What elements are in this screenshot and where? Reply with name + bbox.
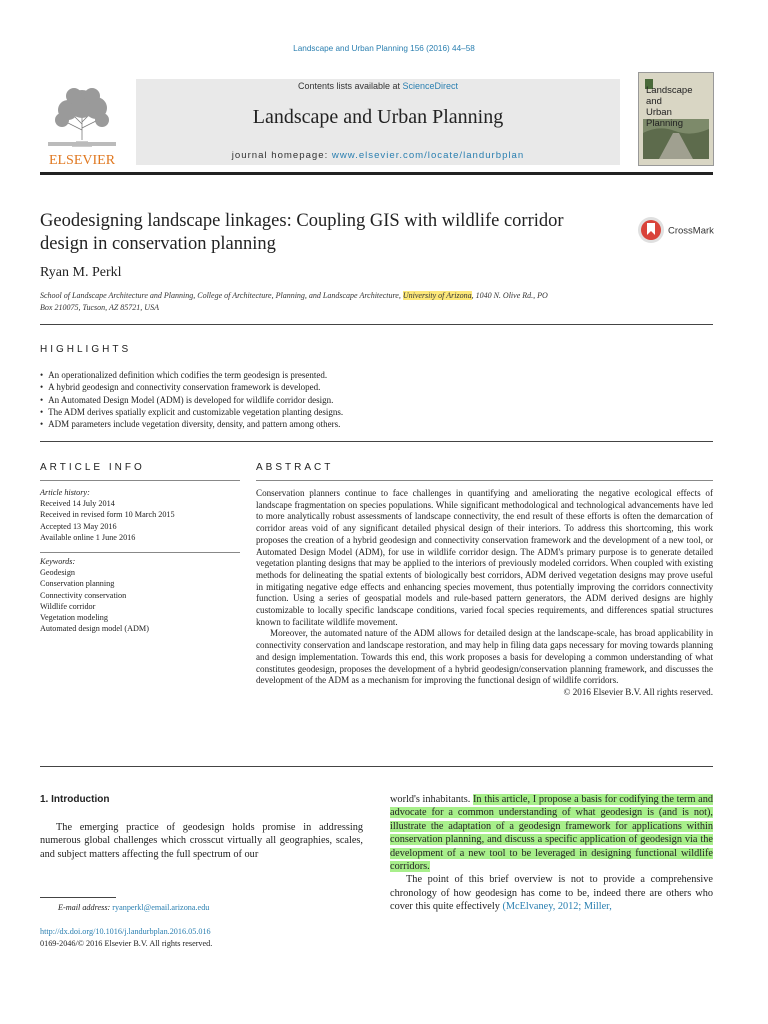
highlights-heading: HIGHLIGHTS xyxy=(40,344,132,355)
abstract-heading: ABSTRACT xyxy=(256,462,334,473)
contents-prefix: Contents lists available at xyxy=(297,81,403,91)
contents-line xyxy=(136,81,620,91)
doi-link[interactable]: http://dx.doi.org/10.1016/j.landurbplan.2016.05.016 xyxy=(40,927,211,936)
keyword-item: Vegetation modeling xyxy=(40,613,108,623)
affiliation-part1: School of Landscape Architecture and Planning, College of Architecture, Planning, and Landscape Architecture, xyxy=(40,291,403,300)
abstract-paragraph: Moreover, the automated nature of the ADM allows for detailed design at the landscape-scale, has broad applicability in connectivity conservation and landscape restoration, and may help in filing data gaps necessary for moving towards planning and design implementation. Towards this end, this work proposes a basis for developing a common understanding of what constitutes geodesign, proposes the development of a hybrid geodesign/conservation planning framework, and discusses the development of the ADM as a mechanism for improving the functional design of wildlife corridors. xyxy=(256,628,713,686)
divider xyxy=(40,480,240,481)
doi-block xyxy=(40,926,212,949)
highlights-list xyxy=(40,369,720,430)
divider xyxy=(40,766,713,767)
elsevier-logo xyxy=(40,78,124,170)
divider xyxy=(40,324,713,325)
title-line1: Geodesigning landscape linkages: Coupling GIS with wildlife corridor xyxy=(40,211,564,231)
history-label: Article history: xyxy=(40,488,90,497)
crossmark-button[interactable] xyxy=(637,216,717,244)
title-line2: design in conservation planning xyxy=(40,234,276,254)
footnote-email xyxy=(58,903,209,912)
issn-copyright: 0169-2046/© 2016 Elsevier B.V. All rights reserved. xyxy=(40,938,213,948)
email-link[interactable]: ryanperkl@email.arizona.edu xyxy=(112,903,210,912)
intro-paragraph: The emerging practice of geodesign holds promise in addressing numerous global challenges which crosscut virtually all geographies, scales, and subject matters affecting the full spectrum of our xyxy=(40,822,363,860)
right-column-paragraph: The point of this brief overview is not to provide a comprehensive chronology of how geodesign has come to be, indeed there are others who cover this quite effectively xyxy=(390,874,713,913)
right-column-lead: world's inhabitants. xyxy=(390,794,473,805)
author-affiliation xyxy=(40,290,640,314)
journal-citation-link[interactable]: Landscape and Urban Planning 156 (2016) 44–58 xyxy=(293,44,475,53)
highlight-item: • An Automated Design Model (ADM) is developed for wildlife corridor design. xyxy=(40,394,720,406)
homepage-prefix: journal homepage: xyxy=(231,150,332,161)
history-item: Received 14 July 2014 xyxy=(40,499,115,509)
email-label: E-mail address: xyxy=(58,903,113,912)
author-name: Ryan M. Perkl xyxy=(40,265,122,280)
highlight-item: • A hybrid geodesign and connectivity conservation framework is developed. xyxy=(40,381,720,393)
keywords xyxy=(40,556,240,634)
history-item: Received in revised form 10 March 2015 xyxy=(40,510,175,520)
highlight-item: • An operationalized definition which codifies the term geodesign is presented. xyxy=(40,369,720,381)
journal-title: Landscape and Urban Planning xyxy=(252,106,504,128)
abstract-copyright: © 2016 Elsevier B.V. All rights reserved. xyxy=(563,686,713,697)
cover-title xyxy=(646,85,710,129)
sciencedirect-link[interactable]: ScienceDirect xyxy=(402,81,459,91)
keyword-item: Wildlife corridor xyxy=(40,601,96,611)
homepage-url-link[interactable]: www.elsevier.com/locate/landurbplan xyxy=(331,150,525,161)
right-column-body xyxy=(390,793,713,914)
affiliation-highlighted: University of Arizona xyxy=(402,291,472,300)
article-info-heading: ARTICLE INFO xyxy=(40,462,145,473)
cover-title-line2: Urban Planning xyxy=(646,107,683,129)
history-item: Accepted 13 May 2016 xyxy=(40,521,117,531)
affiliation-line2: Box 210075, Tucson, AZ 85721, USA xyxy=(40,303,159,312)
footnote-rule xyxy=(40,897,116,898)
reference-link[interactable]: (McElvaney, 2012; Miller, xyxy=(502,901,612,913)
keyword-item: Connectivity conservation xyxy=(40,590,127,600)
journal-homepage xyxy=(136,150,620,161)
keywords-label: Keywords: xyxy=(40,557,76,566)
section-heading-introduction: 1. Introduction xyxy=(40,794,110,805)
divider xyxy=(40,552,240,553)
paper-title xyxy=(40,210,620,256)
highlight-item: • The ADM derives spatially explicit and customizable vegetation planting designs. xyxy=(40,406,720,418)
highlight-item: • ADM parameters include vegetation diversity, density, and pattern among others. xyxy=(40,418,720,430)
keyword-item: Conservation planning xyxy=(40,579,115,589)
keyword-item: Geodesign xyxy=(40,568,76,578)
keyword-item: Automated design model (ADM) xyxy=(40,624,149,634)
article-history xyxy=(40,487,240,543)
elsevier-wordmark: ELSEVIER xyxy=(48,153,116,168)
cover-title-line1: Landscape and xyxy=(646,85,693,107)
abstract-paragraph: Conservation planners continue to face challenges in quantifying and ameliorating the negative ecological effects of landscape fragmentation on species populations. While significant methodological and technological advancements have led to more analytically robust assessments of landscape connectivity, the end result of these efforts is often the demarcation of corridor areas void of any significant detailed physical design of their interiors. To address this shortcoming, this work proposes the creation of a hybrid geodesign and connectivity conservation framework and the development of a new tool, or Automated Design Model (ADM), for use in wildlife corridor design. The ADM's primary purpose is to generate detailed vegetation planting designs that may be applied to the interiors of previously modeled corridors. When coupled with existing methods for delineating the spatial extents of biologically best corridors, ADM derived vegetation designs may prove useful in mitigating negative edge effects and enhancing species movement, thus potentially improving the corridors connectivity function. Using a series of geospatial models and rule-based pattern generators, the ADM derived designs are highly customizable to locally specific landscape conditions, varied focal species requirements, and differences spatial structures known to facilitate wildlife movement. xyxy=(256,488,713,627)
divider xyxy=(40,441,713,442)
crossmark-label: CrossMark xyxy=(668,225,714,237)
highlighted-passage: In this article, I propose a basis for codifying the term and advocate for a common understanding of what geodesign is (and is not), illustrate the adaptation of a geodesign framework for applications within conservation planning, and discuss a specific application of geodesign via the development of a new tool to be leveraged in designing functional wildlife corridors. xyxy=(390,794,714,873)
header-rule xyxy=(40,172,713,175)
divider xyxy=(256,480,713,481)
abstract-body xyxy=(256,488,713,699)
affiliation-part2: , 1040 N. Olive Rd., PO xyxy=(471,291,548,300)
history-item: Available online 1 June 2016 xyxy=(40,532,136,542)
